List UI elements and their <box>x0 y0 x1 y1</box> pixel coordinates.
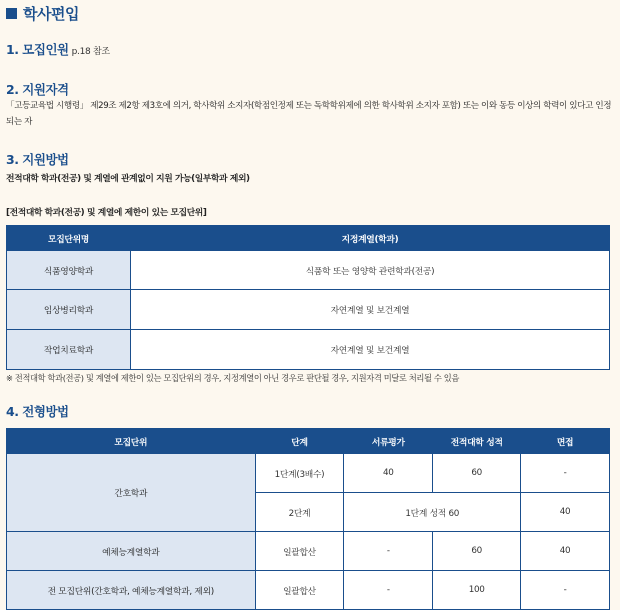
table-row <box>7 330 610 370</box>
table-header: 지정계열(학과) <box>131 226 610 251</box>
selection-method-table <box>6 428 610 610</box>
unit-cell: 전 모집단위(간호학과, 예체능계열학과, 제외) <box>7 571 256 610</box>
grade-score-cell: 60 <box>433 532 521 571</box>
unit-cell: 임상병리학과 <box>7 290 131 330</box>
square-bullet-icon <box>6 8 17 19</box>
table-header: 단계 <box>255 429 344 454</box>
restricted-units-table <box>6 225 610 370</box>
main-title: 학사편입 <box>6 3 79 24</box>
document-score-cell: 40 <box>344 454 433 493</box>
unit-cell: 식품영양학과 <box>7 251 131 290</box>
table-header: 모집단위명 <box>7 226 131 251</box>
stage-cell: 1단계(3배수) <box>255 454 344 493</box>
interview-score-cell: - <box>521 454 610 493</box>
document-score-cell: - <box>344 532 433 571</box>
interview-score-cell: - <box>521 571 610 610</box>
section-2-heading: 2. 지원자격 <box>6 82 69 97</box>
grade-score-cell: 100 <box>433 571 521 610</box>
stage-cell: 2단계 <box>255 493 344 532</box>
unit-cell: 예체능계열학과 <box>7 532 256 571</box>
section-3-subheading: [전적대학 학과(전공) 및 계열에 제한이 있는 모집단위] <box>6 208 207 218</box>
section-4-heading: 4. 전형방법 <box>6 404 69 419</box>
section-3-text: 전적대학 학과(전공) 및 계열에 관계없이 지원 가능(일부학과 제외) <box>6 174 250 184</box>
grade-score-cell: 60 <box>433 454 521 493</box>
combined-score-cell: 1단계 성적 60 <box>344 493 521 532</box>
field-cell: 식품학 또는 영양학 관련학과(전공) <box>131 251 610 290</box>
stage-cell: 일괄합산 <box>255 532 344 571</box>
footnote: ※ 전적대학 학과(전공) 및 계열에 제한이 있는 모집단위의 경우, 지정계열이 아닌 경우로 판단될 경우, 지원자격 미달로 처리될 수 있음 <box>6 373 459 383</box>
interview-score-cell: 40 <box>521 493 610 532</box>
table-header: 서류평가 <box>344 429 433 454</box>
document-score-cell: - <box>344 571 433 610</box>
unit-cell: 간호학과 <box>7 454 256 532</box>
table-header: 전적대학 성적 <box>433 429 521 454</box>
table-header-row <box>7 226 610 251</box>
table-row <box>7 251 610 290</box>
section-2-text: 「고등교육법 시행령」 제29조 제2항 제3호에 의거, 학사학위 소지자(학점인정제 또는 독학학위제에 의한 학사학위 소지자 포함) 또는 이와 동등 이상의 학력이 있다고 인정되는 자 <box>6 101 612 127</box>
table-row <box>7 532 610 571</box>
interview-score-cell: 40 <box>521 532 610 571</box>
table-header: 면접 <box>521 429 610 454</box>
table-header: 모집단위 <box>7 429 256 454</box>
table-row <box>7 290 610 330</box>
section-1-heading: 1. 모집인원 p.18 참조 <box>6 42 110 57</box>
table-row <box>7 571 610 610</box>
table-row <box>7 454 610 493</box>
field-cell: 자연계열 및 보건계열 <box>131 330 610 370</box>
unit-cell: 작업치료학과 <box>7 330 131 370</box>
stage-cell: 일괄합산 <box>255 571 344 610</box>
section-3-heading: 3. 지원방법 <box>6 152 69 167</box>
table-header-row <box>7 429 610 454</box>
field-cell: 자연계열 및 보건계열 <box>131 290 610 330</box>
section-1-note: p.18 참조 <box>71 47 110 57</box>
